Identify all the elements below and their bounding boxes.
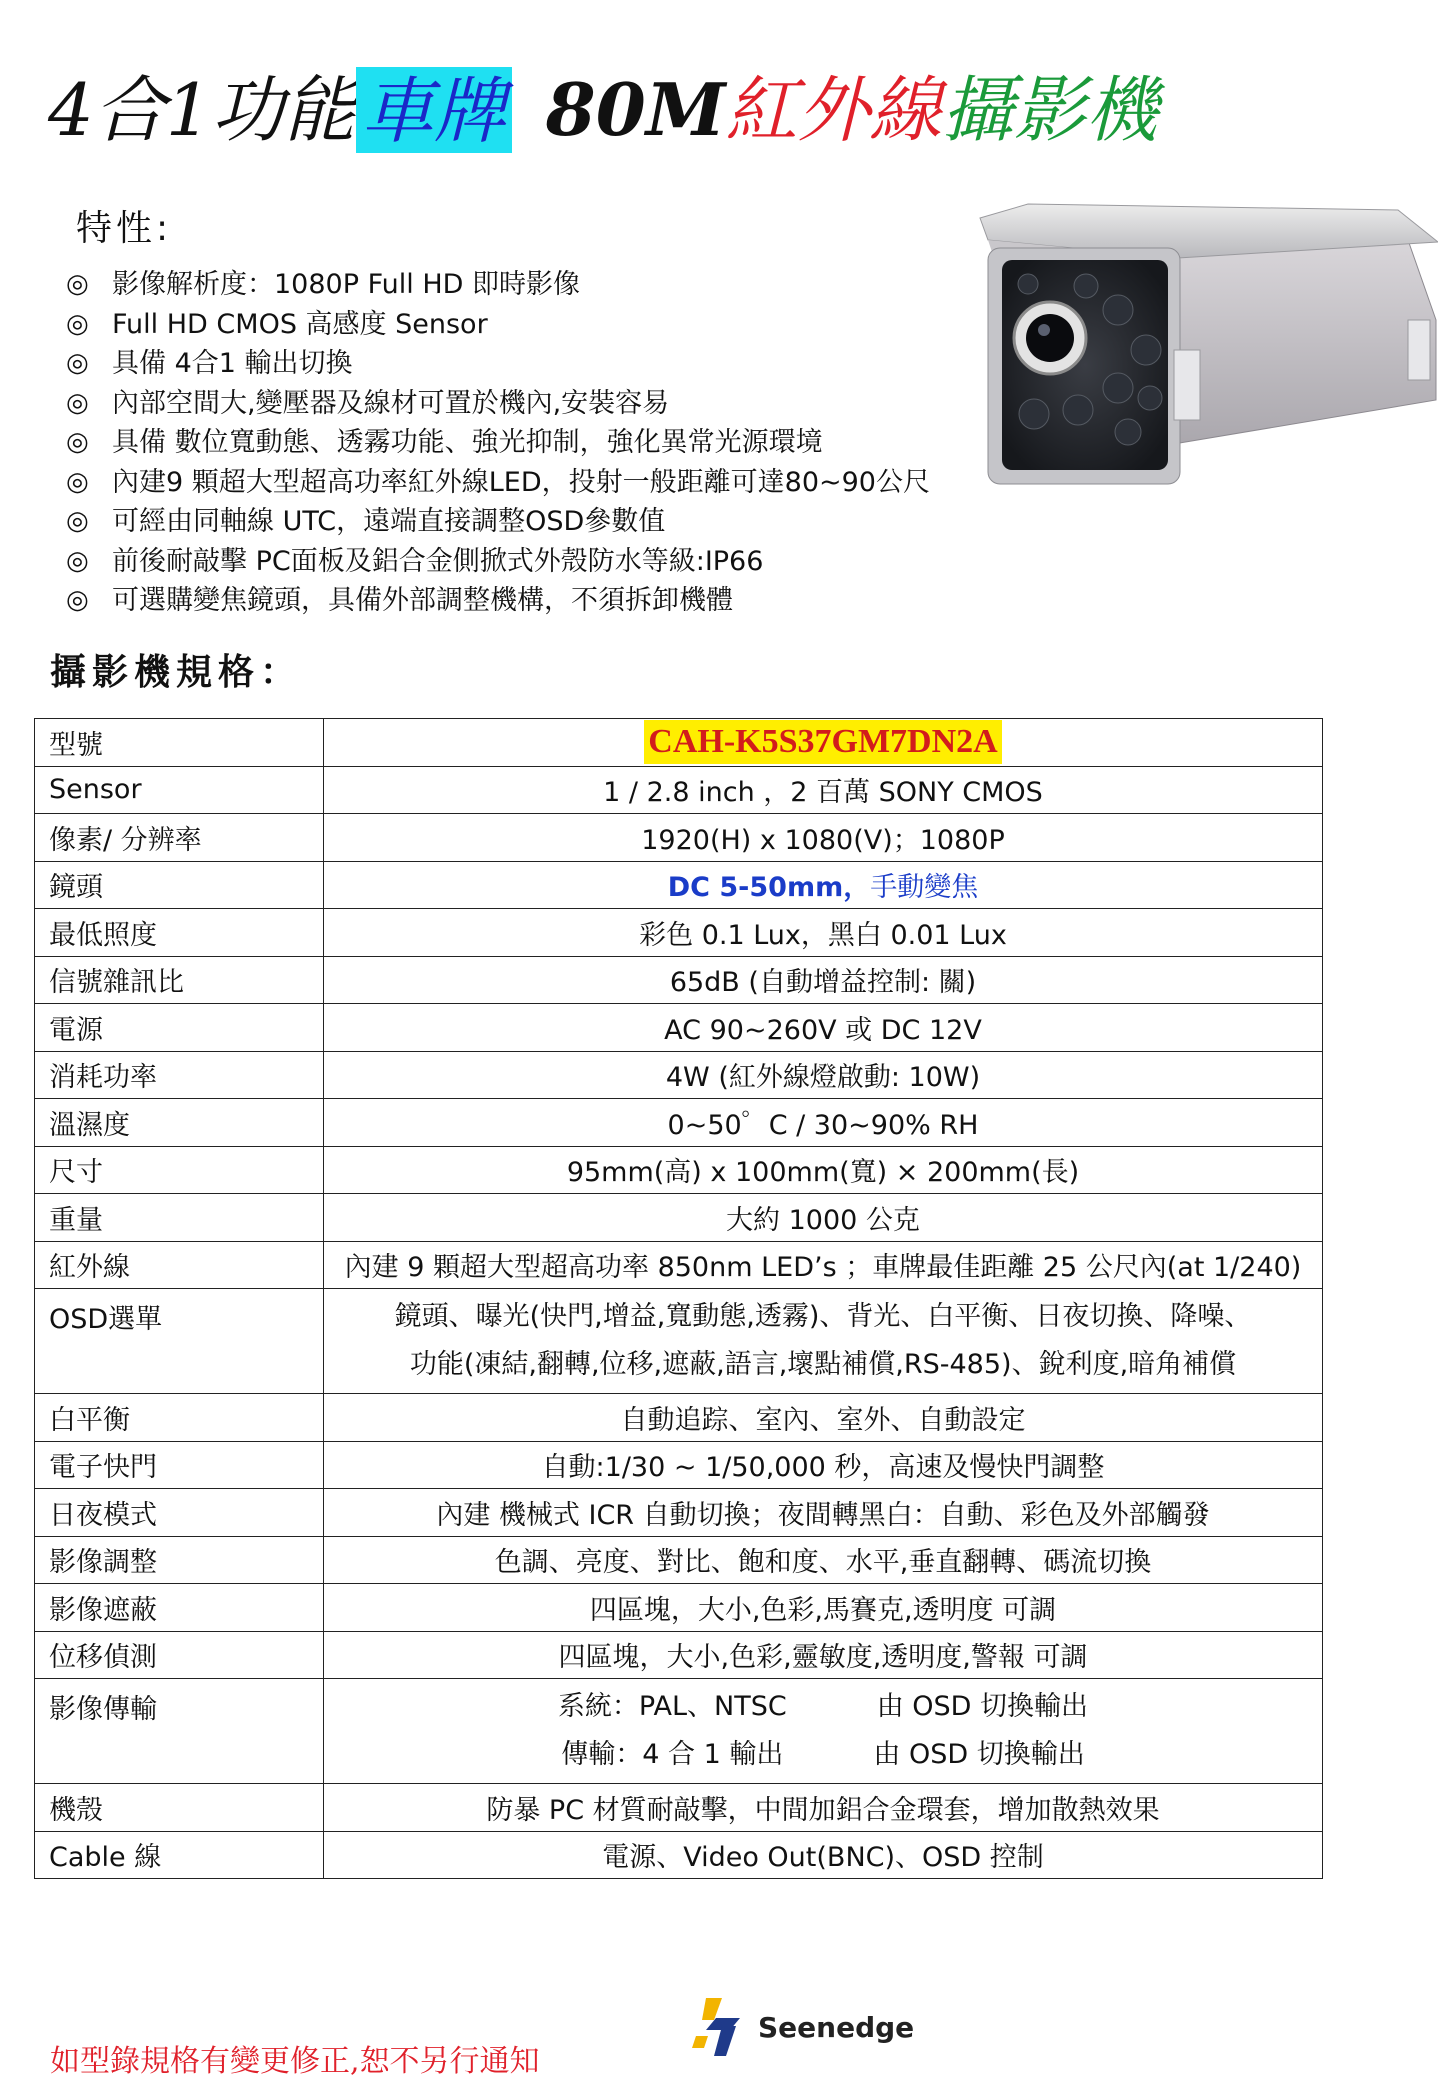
table-row <box>35 1394 1323 1442</box>
spec-label: 日夜模式 <box>35 1489 324 1537</box>
table-row <box>35 1241 1323 1289</box>
osd-line-1: 鏡頭、曝光(快門,增益,寬動態,透霧)、背光、白平衡、日夜切換、降噪、 <box>394 1301 1252 1332</box>
features-heading: 特性: <box>76 208 173 249</box>
spec-label: 信號雜訊比 <box>35 956 324 1004</box>
table-row <box>35 814 1323 862</box>
model-number: CAH-K5S37GM7DN2A <box>644 720 1001 764</box>
spec-value: 自動:1/30 ~ 1/50,000 秒，高速及慢快門調整 <box>324 1441 1323 1489</box>
osd-line-2: 功能(凍結,翻轉,位移,遮蔽,語言,壞點補償,RS-485)、銳利度,暗角補償 <box>409 1349 1237 1380</box>
feature-item <box>66 542 930 582</box>
bullet-icon: ◎ <box>66 466 89 497</box>
table-row <box>35 1441 1323 1489</box>
feature-text: 可選購變焦鏡頭，具備外部調整機構，不須拆卸機體 <box>112 585 733 616</box>
table-row <box>35 861 1323 909</box>
spec-label: 白平衡 <box>35 1394 324 1442</box>
table-row <box>35 1631 1323 1679</box>
bullet-icon: ◎ <box>66 427 89 457</box>
feature-item <box>66 384 930 424</box>
spec-label: 重量 <box>35 1194 324 1242</box>
bullet-icon: ◎ <box>66 585 89 615</box>
table-row <box>35 1051 1323 1099</box>
spec-value: 防暴 PC 材質耐敲擊，中間加鋁合金環套，增加散熱效果 <box>324 1784 1323 1832</box>
spec-value: 4W (紅外線燈啟動: 10W) <box>324 1051 1323 1099</box>
table-row <box>35 1584 1323 1632</box>
transfer-line-2 <box>324 1731 1322 1779</box>
spec-value: 自動追踪、室內、室外、自動設定 <box>324 1394 1323 1442</box>
spec-value: 1920(H) x 1080(V)；1080P <box>324 814 1323 862</box>
feature-item <box>66 502 930 542</box>
feature-item <box>66 463 930 503</box>
table-row <box>35 1099 1323 1147</box>
ir-bullet-camera-image <box>968 200 1438 490</box>
transfer-system: 系統：PAL、NTSC <box>557 1691 787 1722</box>
transfer-switch: 由 OSD 切換輸出 <box>873 1739 1085 1770</box>
feature-item <box>66 423 930 463</box>
spec-label: 影像調整 <box>35 1536 324 1584</box>
bullet-icon: ◎ <box>66 348 89 378</box>
feature-item <box>66 344 930 384</box>
spec-label: 消耗功率 <box>35 1051 324 1099</box>
spec-label: Cable 線 <box>35 1831 324 1879</box>
spec-value: 大約 1000 公克 <box>324 1194 1323 1242</box>
spec-value: 電源、Video Out(BNC)、OSD 控制 <box>324 1831 1323 1879</box>
spec-label: 最低照度 <box>35 909 324 957</box>
spec-label: 電子快門 <box>35 1441 324 1489</box>
table-row <box>35 1004 1323 1052</box>
spec-value: 1 / 2.8 inch ，2 百萬 SONY CMOS <box>324 766 1323 814</box>
spec-value <box>324 719 1323 767</box>
spec-label: 紅外線 <box>35 1241 324 1289</box>
spec-value <box>324 1679 1323 1784</box>
feature-text: 內部空間大,變壓器及線材可置於機內,安裝容易 <box>112 387 670 419</box>
title-model: 80M <box>545 67 726 152</box>
features-list <box>66 265 930 621</box>
spec-label: 影像遮蔽 <box>35 1584 324 1632</box>
spec-value: 色調、亮度、對比、飽和度、水平,垂直翻轉、碼流切換 <box>324 1536 1323 1584</box>
title-highlight: 車牌 <box>356 67 512 153</box>
spec-label: 鏡頭 <box>35 861 324 909</box>
transfer-output: 傳輸：4 合 1 輸出 <box>561 1739 784 1770</box>
spec-label: 電源 <box>35 1004 324 1052</box>
spec-value: AC 90~260V 或 DC 12V <box>324 1004 1323 1052</box>
brand-logo <box>692 1996 914 2058</box>
spec-value: 四區塊，大小,色彩,靈敏度,透明度,警報 可調 <box>324 1631 1323 1679</box>
seenedge-logo-icon <box>692 1996 748 2058</box>
spec-label: 尺寸 <box>35 1146 324 1194</box>
title-green: 攝影機 <box>941 68 1158 152</box>
spec-value: 0~50゜C / 30~90% RH <box>324 1099 1323 1147</box>
spec-label: OSD選單 <box>35 1289 324 1394</box>
spec-label: 像素/ 分辨率 <box>35 814 324 862</box>
bullet-icon: ◎ <box>66 506 89 536</box>
feature-text: 具備 數位寬動態、透霧功能、強光抑制，強化異常光源環境 <box>112 427 823 458</box>
table-row <box>35 1489 1323 1537</box>
spec-label: 位移偵測 <box>35 1631 324 1679</box>
spec-value: 65dB (自動增益控制: 關) <box>324 956 1323 1004</box>
lens-range: DC 5-50mm， <box>667 872 871 904</box>
lens-type: 手動變焦 <box>870 872 979 904</box>
spec-value: 內建 9 顆超大型超高功率 850nm LED’s ；車牌最佳距離 25 公尺內(at 1/240) <box>324 1241 1323 1289</box>
table-row <box>35 1831 1323 1879</box>
title-red: 紅外線 <box>725 68 942 152</box>
spec-label: 機殼 <box>35 1784 324 1832</box>
brand-name: Seenedge <box>758 2010 915 2044</box>
page-title <box>48 60 1158 160</box>
feature-item <box>66 581 930 621</box>
table-row <box>35 1536 1323 1584</box>
spec-value: 95mm(高) x 100mm(寬) × 200mm(長) <box>324 1146 1323 1194</box>
spec-value: 四區塊，大小,色彩,馬賽克,透明度 可調 <box>324 1584 1323 1632</box>
bullet-icon: ◎ <box>66 269 89 299</box>
bullet-icon: ◎ <box>66 545 89 576</box>
feature-text: 影像解析度：1080P Full HD 即時影像 <box>112 269 581 300</box>
feature-item <box>66 305 930 345</box>
table-row <box>35 909 1323 957</box>
transfer-switch: 由 OSD 切換輸出 <box>876 1691 1089 1722</box>
feature-text: Full HD CMOS 高感度 Sensor <box>112 308 488 340</box>
spec-value: 彩色 0.1 Lux，黑白 0.01 Lux <box>324 909 1323 957</box>
spec-label: 影像傳輸 <box>35 1679 324 1784</box>
table-row <box>35 719 1323 767</box>
spec-value <box>324 861 1323 909</box>
feature-text: 內建9 顆超大型超高功率紅外線LED，投射一般距離可達80~90公尺 <box>112 466 930 498</box>
spec-label: 溫濕度 <box>35 1099 324 1147</box>
feature-item <box>66 265 930 305</box>
table-row <box>35 956 1323 1004</box>
feature-text: 具備 4合1 輸出切換 <box>112 348 353 379</box>
title-part1: 4合1功能 <box>48 68 356 152</box>
spec-value <box>324 1289 1323 1394</box>
table-row <box>35 1784 1323 1832</box>
table-row <box>35 1194 1323 1242</box>
spec-label: 型號 <box>35 719 324 767</box>
feature-text: 前後耐敲擊 PC面板及鋁合金側掀式外殼防水等級:IP66 <box>112 545 764 577</box>
table-row <box>35 1146 1323 1194</box>
specs-heading: 攝影機規格： <box>50 652 303 693</box>
footer-note: 如型錄規格有變更修正,恕不另行通知 <box>50 2044 540 2079</box>
spec-label: Sensor <box>35 766 324 814</box>
spec-value: 內建 機械式 ICR 自動切換；夜間轉黑白：自動、彩色及外部觸發 <box>324 1489 1323 1537</box>
table-row <box>35 1679 1323 1784</box>
spec-table <box>34 718 1323 1879</box>
feature-text: 可經由同軸線 UTC，遠端直接調整OSD參數值 <box>112 506 666 537</box>
table-row <box>35 766 1323 814</box>
bullet-icon: ◎ <box>66 387 89 418</box>
bullet-icon: ◎ <box>66 308 89 339</box>
transfer-line-1 <box>324 1683 1322 1731</box>
table-row <box>35 1289 1323 1394</box>
